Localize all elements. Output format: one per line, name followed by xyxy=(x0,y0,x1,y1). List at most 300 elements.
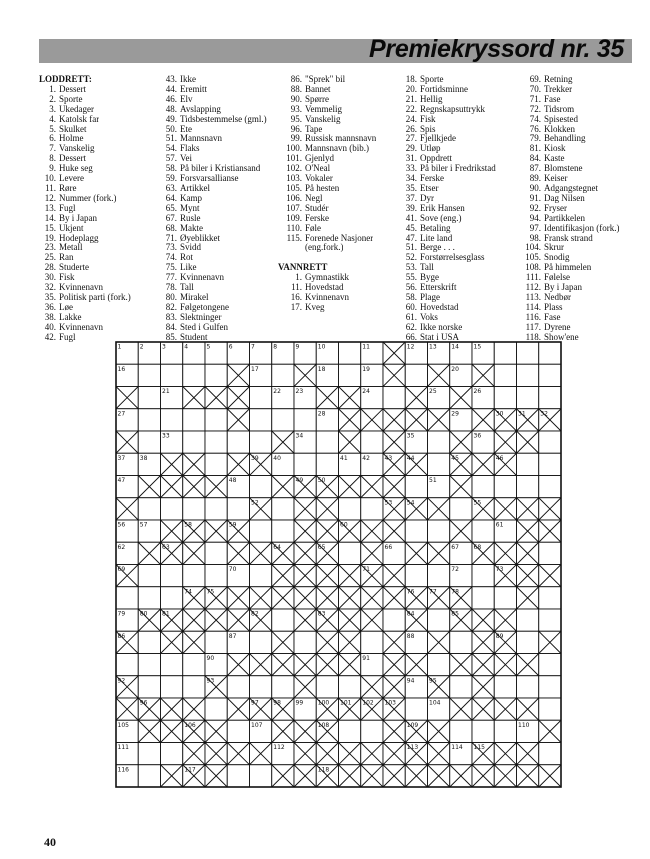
clue-item xyxy=(160,243,278,253)
grid-cell[interactable] xyxy=(138,498,160,520)
cell-number: 36 xyxy=(473,432,482,440)
clue-text: Mynt xyxy=(180,203,200,213)
clue-number: 76. xyxy=(529,123,541,134)
clue-item xyxy=(400,95,518,105)
grid-cell[interactable] xyxy=(517,609,539,631)
title-bar xyxy=(39,35,632,63)
cell-number: 85 xyxy=(451,610,459,618)
clue-item xyxy=(39,85,157,95)
grid-cell[interactable] xyxy=(205,698,227,720)
clue-number: 11. xyxy=(45,182,56,193)
cell-number: 113 xyxy=(406,744,419,751)
grid-cell[interactable] xyxy=(205,409,227,431)
grid-cell[interactable] xyxy=(161,409,183,431)
grid-cell[interactable] xyxy=(539,587,561,609)
cell-number: 84 xyxy=(406,610,415,618)
grid-cell[interactable] xyxy=(428,431,450,453)
cell-number: 25 xyxy=(429,388,437,395)
crossword-grid[interactable] xyxy=(115,341,562,788)
grid-cell[interactable] xyxy=(472,565,494,587)
grid-cell[interactable] xyxy=(161,743,183,765)
clue-item xyxy=(160,313,278,323)
grid-cell[interactable] xyxy=(539,431,561,453)
page-title: Premiekryssord nr. 35 xyxy=(369,35,624,63)
grid-cell[interactable] xyxy=(294,631,316,653)
grid-cell[interactable] xyxy=(450,676,472,698)
cell-number: 86 xyxy=(117,632,126,640)
clue-number: 100. xyxy=(286,143,302,154)
grid-cell[interactable] xyxy=(205,364,227,386)
clue-text: Tidsrom xyxy=(544,104,575,114)
grid-cell[interactable] xyxy=(539,342,561,364)
cell-number: 108 xyxy=(317,721,330,729)
clue-column-2 xyxy=(160,75,278,342)
grid-cell[interactable] xyxy=(539,453,561,475)
clue-number: 94. xyxy=(529,212,541,223)
cell-number: 81 xyxy=(162,610,170,618)
clue-text: Hovedstad xyxy=(420,302,459,312)
clue-number: 72. xyxy=(529,103,541,114)
clue-item xyxy=(160,204,278,214)
grid-cell[interactable] xyxy=(539,654,561,676)
grid-cell[interactable] xyxy=(138,631,160,653)
clue-item xyxy=(39,263,157,273)
grid-cell[interactable] xyxy=(339,364,361,386)
cell-number: 78 xyxy=(451,588,459,596)
grid-cell[interactable] xyxy=(405,565,427,587)
clue-column-1 xyxy=(39,75,157,342)
grid-cell[interactable] xyxy=(383,609,405,631)
clue-number: 45. xyxy=(405,222,417,233)
clue-text: Katolsk far xyxy=(59,114,100,124)
clue-item xyxy=(400,234,518,244)
clue-number: 73. xyxy=(165,242,177,253)
grid-cell[interactable] xyxy=(405,364,427,386)
cell-number: 42 xyxy=(362,454,370,462)
clue-text: Kiosk xyxy=(544,144,566,154)
grid-cell[interactable] xyxy=(361,498,383,520)
grid-cell[interactable] xyxy=(494,364,516,386)
clue-number: 48. xyxy=(165,103,177,114)
clue-text: Fortidsminne xyxy=(420,84,469,94)
cell-number: 73 xyxy=(495,566,504,573)
grid-cell[interactable] xyxy=(116,654,138,676)
clue-text: På biler i Kristiansand xyxy=(180,164,261,174)
grid-cell[interactable] xyxy=(161,587,183,609)
cell-number: 6 xyxy=(228,343,233,351)
grid-cell[interactable] xyxy=(138,565,160,587)
clue-text: Eremitt xyxy=(180,84,207,94)
clue-number: 77. xyxy=(165,272,177,283)
clue-item xyxy=(400,134,518,144)
grid-cell[interactable] xyxy=(183,654,205,676)
grid-cell[interactable] xyxy=(183,409,205,431)
clue-text: Øyeblikket xyxy=(180,233,220,243)
clue-text: Kamp xyxy=(180,193,202,203)
clue-text: Hodeplagg xyxy=(59,233,99,243)
grid-cell[interactable] xyxy=(227,720,249,742)
clue-item xyxy=(39,125,157,135)
grid-cell[interactable] xyxy=(405,476,427,498)
grid-cell[interactable] xyxy=(539,743,561,765)
clue-text: Kaste xyxy=(544,154,565,164)
cell-number: 80 xyxy=(139,610,148,618)
clue-item xyxy=(400,164,518,174)
grid-cell[interactable] xyxy=(116,587,138,609)
clue-number: 85. xyxy=(165,331,177,342)
clue-text: Sporte xyxy=(420,75,444,84)
grid-cell[interactable] xyxy=(316,676,338,698)
clue-text: Slektninger xyxy=(180,312,222,322)
grid-cell[interactable] xyxy=(339,342,361,364)
clue-number: 105. xyxy=(286,182,302,193)
grid-cell[interactable] xyxy=(250,476,272,498)
cell-number: 51 xyxy=(429,477,437,484)
grid-cell[interactable] xyxy=(138,409,160,431)
grid-cell[interactable] xyxy=(250,676,272,698)
grid-cell[interactable] xyxy=(272,498,294,520)
clue-number: 86. xyxy=(290,74,302,84)
grid-cell[interactable] xyxy=(517,676,539,698)
clue-number: 20. xyxy=(405,83,417,94)
clue-number: 4. xyxy=(49,113,56,124)
cell-number: 33 xyxy=(162,432,170,440)
grid-cell[interactable] xyxy=(205,431,227,453)
cell-number: 39 xyxy=(251,454,259,462)
grid-cell[interactable] xyxy=(205,498,227,520)
grid-cell[interactable] xyxy=(339,498,361,520)
clue-text: Følgetongene xyxy=(180,302,229,312)
clue-text: Tape xyxy=(305,124,323,134)
grid-cell[interactable] xyxy=(517,476,539,498)
clue-text: Vanskelig xyxy=(59,144,95,154)
grid-cell[interactable] xyxy=(138,676,160,698)
grid-cell[interactable] xyxy=(161,364,183,386)
grid-cell[interactable] xyxy=(161,498,183,520)
grid-cell[interactable] xyxy=(539,364,561,386)
grid-cell[interactable] xyxy=(494,720,516,742)
clue-text: Elv xyxy=(180,94,193,104)
clue-number: 23. xyxy=(44,242,56,253)
grid-cell[interactable] xyxy=(405,698,427,720)
grid-cell[interactable] xyxy=(517,364,539,386)
grid-cell[interactable] xyxy=(316,431,338,453)
clue-number: 7. xyxy=(49,143,56,154)
cell-number: 20 xyxy=(451,365,459,373)
clue-number: 71. xyxy=(165,232,177,243)
clue-number: 36. xyxy=(44,301,56,312)
clue-number: 61. xyxy=(405,311,417,322)
cell-number: 47 xyxy=(117,477,126,484)
grid-cell[interactable] xyxy=(539,387,561,409)
grid-cell[interactable] xyxy=(472,720,494,742)
cell-number: 3 xyxy=(162,343,166,351)
grid-cell[interactable] xyxy=(517,453,539,475)
clue-item xyxy=(278,234,396,244)
clue-number: 1. xyxy=(295,272,302,283)
cell-number: 22 xyxy=(273,388,281,395)
grid-cell[interactable] xyxy=(138,765,160,787)
clue-number: 102. xyxy=(286,163,302,174)
clue-item xyxy=(400,75,518,85)
clue-text: Fjellkjede xyxy=(420,134,456,144)
cell-number: 53 xyxy=(384,499,393,507)
grid-cell[interactable] xyxy=(450,720,472,742)
clue-item xyxy=(400,224,518,234)
grid-cell[interactable] xyxy=(405,520,427,542)
grid-cell[interactable] xyxy=(272,409,294,431)
clue-text: Forenede Nasjoner xyxy=(305,233,374,243)
grid-cell[interactable] xyxy=(428,654,450,676)
clue-text: Studér xyxy=(305,203,329,213)
clue-number: 110. xyxy=(286,222,302,233)
cell-number: 87 xyxy=(228,632,237,640)
clue-item xyxy=(160,194,278,204)
cell-number: 95 xyxy=(429,677,437,685)
clue-text: Mirakel xyxy=(180,292,209,302)
clue-text: Kvinnenavn xyxy=(180,273,224,283)
clue-number: 9. xyxy=(49,163,56,174)
clue-text: På biler i Fredrikstad xyxy=(420,164,496,174)
clue-text: Ferske xyxy=(420,174,444,184)
grid-cell[interactable] xyxy=(517,342,539,364)
grid-cell[interactable] xyxy=(539,698,561,720)
clue-item xyxy=(160,283,278,293)
clue-number: 17. xyxy=(290,301,302,312)
grid-cell[interactable] xyxy=(361,431,383,453)
grid-cell[interactable] xyxy=(272,609,294,631)
grid-cell[interactable] xyxy=(428,453,450,475)
cell-number: 72 xyxy=(451,566,459,573)
clue-number: 22. xyxy=(405,103,417,114)
grid-cell[interactable] xyxy=(294,409,316,431)
clue-number: 74. xyxy=(165,252,177,263)
clue-text: Studerte xyxy=(59,263,89,273)
clue-item xyxy=(39,323,157,333)
cell-number: 63 xyxy=(162,543,170,551)
grid-cell[interactable] xyxy=(205,542,227,564)
cell-number: 66 xyxy=(384,543,393,551)
grid-cell[interactable] xyxy=(517,387,539,409)
grid-cell[interactable] xyxy=(183,431,205,453)
grid-cell[interactable] xyxy=(339,542,361,564)
grid-cell[interactable] xyxy=(138,431,160,453)
grid-cell[interactable] xyxy=(472,520,494,542)
grid-cell[interactable] xyxy=(250,431,272,453)
clue-item xyxy=(39,184,157,194)
clue-text: Fryser xyxy=(544,203,567,213)
grid-cell[interactable] xyxy=(227,765,249,787)
clue-text: Spørre xyxy=(305,94,329,104)
grid-cell[interactable] xyxy=(494,587,516,609)
cell-number: 15 xyxy=(473,343,482,351)
clue-item xyxy=(400,85,518,95)
clue-number: 107. xyxy=(286,202,302,213)
grid-cell[interactable] xyxy=(161,654,183,676)
clue-text: Like xyxy=(180,263,197,273)
clue-text: Regnskapsuttrykk xyxy=(420,104,485,114)
grid-cell[interactable] xyxy=(272,364,294,386)
clue-text: Kvinnenavn xyxy=(305,292,349,302)
grid-cell[interactable] xyxy=(183,364,205,386)
grid-cell[interactable] xyxy=(138,587,160,609)
cell-number: 67 xyxy=(451,543,459,551)
grid-cell[interactable] xyxy=(539,609,561,631)
grid-cell[interactable] xyxy=(138,364,160,386)
clue-number: 59. xyxy=(165,173,177,184)
grid-cell[interactable] xyxy=(272,520,294,542)
clue-number: 25. xyxy=(44,252,56,263)
grid-cell[interactable] xyxy=(494,676,516,698)
clue-number: 104. xyxy=(525,242,541,253)
cell-number: 115 xyxy=(473,744,485,751)
clue-item xyxy=(160,85,278,95)
clue-number: 105. xyxy=(525,252,541,263)
clue-number: 117. xyxy=(525,321,541,332)
clue-text: Dyrene xyxy=(544,322,571,332)
cell-number: 52 xyxy=(251,499,259,507)
clue-item xyxy=(39,224,157,234)
grid-cell[interactable] xyxy=(250,565,272,587)
clue-number: 106. xyxy=(286,192,302,203)
cell-number: 17 xyxy=(251,365,259,373)
clue-item xyxy=(400,263,518,273)
grid-cell[interactable] xyxy=(450,631,472,653)
grid-cell[interactable] xyxy=(428,609,450,631)
clue-number: 44. xyxy=(165,83,177,94)
clue-item xyxy=(160,234,278,244)
clue-column-3 xyxy=(278,75,396,313)
clue-number: 29. xyxy=(405,143,417,154)
clue-item xyxy=(160,184,278,194)
grid-cell[interactable] xyxy=(161,676,183,698)
grid-cell[interactable] xyxy=(183,676,205,698)
clue-number: 1. xyxy=(49,83,56,94)
clue-number: 28. xyxy=(44,262,56,273)
grid-cell[interactable] xyxy=(428,565,450,587)
grid-cell[interactable] xyxy=(294,453,316,475)
clue-text: Fugl xyxy=(59,332,76,342)
grid-cell[interactable] xyxy=(205,631,227,653)
cell-number: 90 xyxy=(206,655,215,662)
grid-cell[interactable] xyxy=(494,387,516,409)
clue-text: Mannsnavn (bib.) xyxy=(305,144,369,154)
clue-text: Tall xyxy=(180,283,194,293)
cell-number: 8 xyxy=(273,343,278,351)
grid-cell[interactable] xyxy=(339,676,361,698)
clue-number: 60. xyxy=(405,301,417,312)
clue-item xyxy=(160,273,278,283)
clue-section-header: VANNRETT xyxy=(278,262,328,273)
grid-cell[interactable] xyxy=(138,654,160,676)
clue-number: 5. xyxy=(49,123,56,134)
clue-text: Mannsnavn xyxy=(180,134,222,144)
clue-item xyxy=(517,224,635,234)
grid-cell[interactable] xyxy=(250,631,272,653)
clue-text: Ran xyxy=(59,253,74,263)
clue-text: Etterskrift xyxy=(420,283,457,293)
grid-cell[interactable] xyxy=(138,387,160,409)
grid-cell[interactable] xyxy=(183,565,205,587)
clue-number: 79. xyxy=(529,133,541,144)
grid-cell[interactable] xyxy=(161,565,183,587)
grid-cell[interactable] xyxy=(183,498,205,520)
cell-number: 111 xyxy=(117,744,129,751)
clue-number: 88. xyxy=(290,83,302,94)
grid-cell[interactable] xyxy=(205,453,227,475)
cell-number: 89 xyxy=(495,632,504,640)
clue-text: Ferske xyxy=(305,213,329,223)
clue-text: Holme xyxy=(59,134,84,144)
cell-number: 57 xyxy=(139,521,148,529)
cell-number: 37 xyxy=(117,454,126,462)
clue-text: Dessert xyxy=(59,84,86,94)
clue-item xyxy=(400,283,518,293)
grid-cell[interactable] xyxy=(250,520,272,542)
grid-cell[interactable] xyxy=(250,765,272,787)
grid-cell[interactable] xyxy=(539,476,561,498)
cell-number: 70 xyxy=(228,566,237,573)
grid-cell[interactable] xyxy=(272,676,294,698)
clue-text: Rot xyxy=(180,253,194,263)
cell-number: 44 xyxy=(406,454,415,462)
grid-cell[interactable] xyxy=(450,498,472,520)
clue-number: 39. xyxy=(405,202,417,213)
grid-cell[interactable] xyxy=(494,342,516,364)
grid-cell[interactable] xyxy=(227,431,249,453)
grid-cell[interactable] xyxy=(517,631,539,653)
clue-item xyxy=(400,293,518,303)
clue-text: Levere xyxy=(59,174,84,184)
clue-number: 35. xyxy=(44,291,56,302)
clue-number: 51. xyxy=(405,242,417,253)
clue-number: 57. xyxy=(165,153,177,164)
grid-cell[interactable] xyxy=(205,565,227,587)
grid-cell[interactable] xyxy=(227,676,249,698)
clue-number: 30. xyxy=(44,272,56,283)
grid-cell[interactable] xyxy=(494,476,516,498)
cell-number: 58 xyxy=(184,521,192,529)
clue-number: 41. xyxy=(405,212,417,223)
grid-cell[interactable] xyxy=(383,387,405,409)
clue-number: 33. xyxy=(405,163,417,174)
grid-cell[interactable] xyxy=(316,453,338,475)
grid-cell[interactable] xyxy=(472,476,494,498)
grid-cell[interactable] xyxy=(339,720,361,742)
grid-cell[interactable] xyxy=(250,387,272,409)
clue-number: 40. xyxy=(44,321,56,332)
grid-cell[interactable] xyxy=(472,587,494,609)
grid-cell[interactable] xyxy=(539,542,561,564)
clue-number: 90. xyxy=(529,182,541,193)
clue-number: 114. xyxy=(525,301,541,312)
grid-cell[interactable] xyxy=(428,520,450,542)
grid-cell[interactable] xyxy=(361,631,383,653)
grid-cell[interactable] xyxy=(227,498,249,520)
grid-cell[interactable] xyxy=(250,409,272,431)
clue-item xyxy=(39,273,157,283)
clue-number: 62. xyxy=(405,321,417,332)
clue-number: 18. xyxy=(405,74,417,84)
grid-cell[interactable] xyxy=(539,676,561,698)
clue-item xyxy=(278,224,396,234)
clue-text: Svidd xyxy=(180,243,202,253)
grid-cell[interactable] xyxy=(361,720,383,742)
grid-cell[interactable] xyxy=(138,743,160,765)
clue-text: Makte xyxy=(180,223,203,233)
clue-number: 38. xyxy=(44,311,56,322)
cell-number: 19 xyxy=(362,365,370,373)
